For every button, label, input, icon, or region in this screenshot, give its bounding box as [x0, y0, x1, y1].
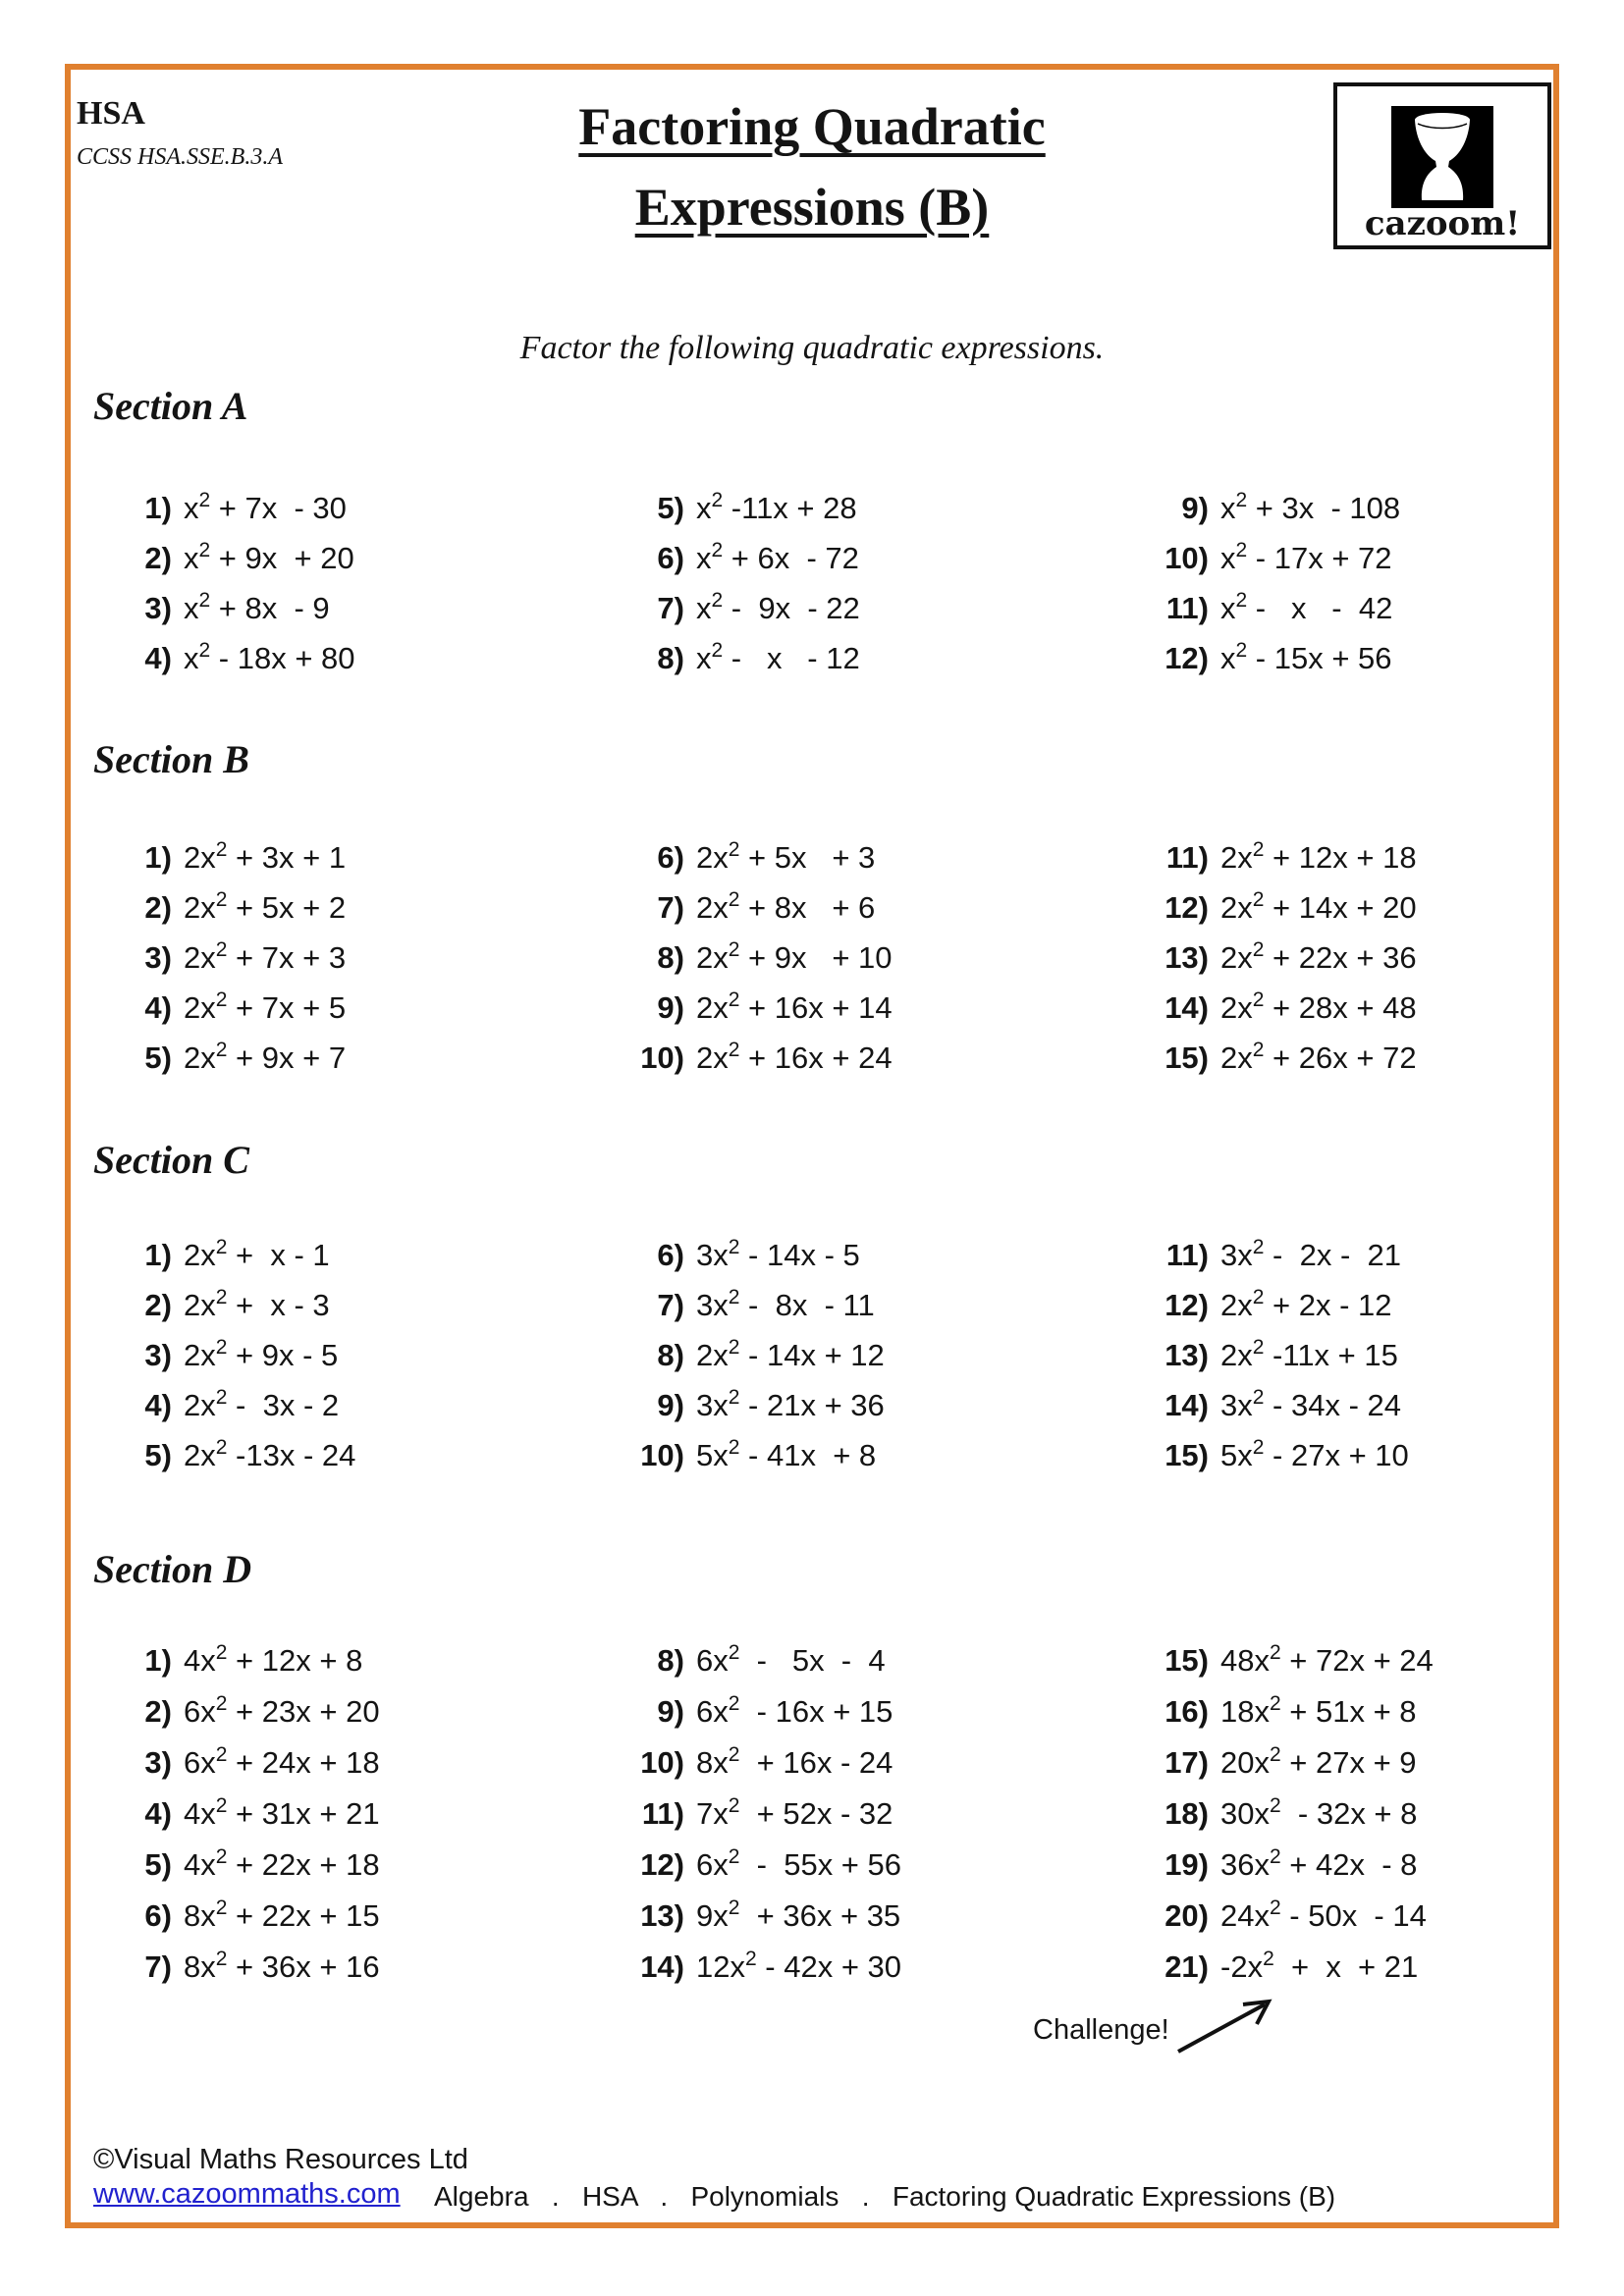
- problem-expression: $18x^2 + 51x + 8$: [1220, 1692, 1417, 1729]
- problem-number: 10): [1164, 540, 1209, 575]
- problem-number: 1): [144, 839, 172, 875]
- problem-b-15: [1125, 1033, 1417, 1083]
- problem-number: 1): [144, 1237, 172, 1272]
- ccss-standard-label: CCSS HSA.SSE.B.3.A: [77, 144, 283, 170]
- problem-number: 7): [657, 590, 684, 625]
- problem-number: 9): [1181, 490, 1209, 525]
- problem-expression: $x^2 - 9x - 22$: [696, 588, 860, 625]
- problem-a-3: [88, 583, 355, 633]
- problem-number: 4): [144, 1796, 172, 1831]
- problem-d-8: [601, 1635, 901, 1686]
- problem-expression: $x^2 + 8x - 9$: [184, 588, 330, 625]
- problem-number: 7): [657, 1287, 684, 1322]
- problem-expression: $x^2 + 7x - 30$: [184, 488, 347, 525]
- problem-number: 3): [144, 1337, 172, 1372]
- problem-expression: $2x^2 + 8x + 6$: [696, 887, 876, 925]
- problem-expression: $36x^2 + 42x - 8$: [1220, 1845, 1418, 1882]
- problem-expression: $2x^2 + 5x + 2$: [184, 887, 347, 925]
- problem-expression: $3x^2 - 14x - 5$: [696, 1235, 860, 1272]
- problem-number: 11): [1165, 1237, 1209, 1272]
- problem-expression: $7x^2 + 52x - 32$: [696, 1794, 893, 1831]
- problem-a-7: [601, 583, 860, 633]
- problem-number: 12): [1164, 889, 1209, 925]
- problem-number: 21): [1164, 1949, 1209, 1984]
- problem-number: 11): [641, 1796, 684, 1831]
- problem-expression: $2x^2 + 28x + 48$: [1220, 988, 1417, 1025]
- problem-c-12: [1125, 1280, 1409, 1330]
- problem-b-8: [601, 933, 893, 983]
- problem-number: 1): [144, 1643, 172, 1678]
- problem-d-4: [88, 1789, 380, 1840]
- problem-number: 11): [1165, 590, 1209, 625]
- problem-d-20: [1125, 1891, 1434, 1942]
- problem-expression: $2x^2 + 26x + 72$: [1220, 1038, 1417, 1075]
- problem-number: 1): [144, 490, 172, 525]
- problem-number: 5): [144, 1847, 172, 1882]
- problem-expression: $4x^2 + 12x + 8$: [184, 1641, 363, 1678]
- problem-c-4: [88, 1380, 355, 1430]
- problem-number: 5): [144, 1040, 172, 1075]
- section-d-column-3: [1125, 1635, 1434, 1993]
- problem-expression: $3x^2 - 34x - 24$: [1220, 1385, 1401, 1422]
- problem-number: 19): [1164, 1847, 1209, 1882]
- problem-expression: $x^2 + 9x + 20$: [184, 538, 354, 575]
- problem-d-6: [88, 1891, 380, 1942]
- challenge-label: Challenge!: [1033, 2014, 1169, 2046]
- problem-d-12: [601, 1840, 901, 1891]
- problem-expression: $2x^2 + 9x + 10$: [696, 937, 893, 975]
- problem-number: 20): [1164, 1898, 1209, 1933]
- problem-expression: $3x^2 - 2x - 21$: [1220, 1235, 1401, 1272]
- breadcrumb: Algebra . HSA . Polynomials . Factoring Quadratic Expressions (B): [434, 2181, 1336, 2212]
- problem-number: 10): [640, 1040, 684, 1075]
- problem-a-9: [1125, 483, 1400, 533]
- problem-expression: $20x^2 + 27x + 9$: [1220, 1743, 1417, 1780]
- section-b-heading: Section B: [93, 737, 249, 781]
- problem-number: 6): [144, 1898, 172, 1933]
- problem-b-14: [1125, 983, 1417, 1033]
- problem-c-15: [1125, 1430, 1409, 1480]
- problem-d-13: [601, 1891, 901, 1942]
- problem-number: 10): [640, 1437, 684, 1472]
- copyright-text: ©Visual Maths Resources Ltd: [93, 2144, 468, 2175]
- problem-number: 16): [1164, 1694, 1209, 1729]
- problem-b-12: [1125, 882, 1417, 933]
- problem-d-21: [1125, 1942, 1434, 1993]
- problem-b-5: [88, 1033, 346, 1083]
- problem-number: 4): [144, 640, 172, 675]
- problem-expression: $2x^2 + 2x - 12$: [1220, 1285, 1392, 1322]
- problem-d-7: [88, 1942, 380, 1993]
- problem-number: 15): [1164, 1040, 1209, 1075]
- section-b-column-2: [601, 832, 893, 1083]
- problem-b-10: [601, 1033, 893, 1083]
- problem-number: 4): [144, 1387, 172, 1422]
- section-d-heading: Section D: [93, 1547, 252, 1591]
- problem-expression: $2x^2 + 16x + 24$: [696, 1038, 893, 1075]
- problem-expression: $2x^2 + x - 1$: [184, 1235, 330, 1272]
- problem-d-2: [88, 1686, 380, 1737]
- problem-a-1: [88, 483, 355, 533]
- problem-expression: $x^2 - 17x + 72$: [1220, 538, 1392, 575]
- section-c-column-1: [88, 1230, 355, 1480]
- problem-c-13: [1125, 1330, 1409, 1380]
- cazoom-logo: [1333, 82, 1551, 249]
- problem-a-8: [601, 633, 860, 683]
- problem-number: 4): [144, 989, 172, 1025]
- problem-number: 10): [640, 1745, 684, 1780]
- problem-number: 7): [144, 1949, 172, 1984]
- problem-expression: $9x^2 + 36x + 35$: [696, 1896, 901, 1933]
- problem-expression: $2x^2 + 3x + 1$: [184, 837, 347, 875]
- problem-expression: $24x^2 - 50x - 14$: [1220, 1896, 1427, 1933]
- problem-expression: $8x^2 + 16x - 24$: [696, 1743, 893, 1780]
- section-a-heading: Section A: [93, 384, 248, 428]
- problem-c-7: [601, 1280, 885, 1330]
- problem-a-11: [1125, 583, 1400, 633]
- problem-number: 7): [657, 889, 684, 925]
- problem-expression: $6x^2 + 23x + 20$: [184, 1692, 380, 1729]
- cazoom-logo-text: cazoom!: [1364, 204, 1521, 243]
- problem-number: 2): [144, 540, 172, 575]
- problem-expression: $2x^2 + 5x + 3$: [696, 837, 876, 875]
- problem-b-4: [88, 983, 346, 1033]
- problem-expression: $6x^2 - 5x - 4$: [696, 1641, 886, 1678]
- problem-number: 2): [144, 1694, 172, 1729]
- problem-number: 15): [1164, 1437, 1209, 1472]
- problem-expression: $2x^2 - 3x - 2$: [184, 1385, 340, 1422]
- problem-b-1: [88, 832, 346, 882]
- section-a-column-1: [88, 483, 355, 683]
- problem-expression: $4x^2 + 31x + 21$: [184, 1794, 380, 1831]
- problem-expression: $2x^2 + x - 3$: [184, 1285, 330, 1322]
- problem-expression: $2x^2 + 14x + 20$: [1220, 887, 1417, 925]
- problem-a-12: [1125, 633, 1400, 683]
- section-c-column-3: [1125, 1230, 1409, 1480]
- problem-number: 17): [1164, 1745, 1209, 1780]
- problem-number: 13): [1164, 939, 1209, 975]
- problem-number: 9): [657, 989, 684, 1025]
- problem-expression: $2x^2 - 14x + 12$: [696, 1335, 885, 1372]
- problem-number: 6): [657, 540, 684, 575]
- problem-c-10: [601, 1430, 885, 1480]
- problem-a-10: [1125, 533, 1400, 583]
- problem-expression: $x^2$ -11x + 28: [696, 488, 857, 525]
- problem-c-8: [601, 1330, 885, 1380]
- problem-expression: $6x^2 + 24x + 18$: [184, 1743, 380, 1780]
- djembe-drum-icon: [1391, 106, 1493, 208]
- problem-number: 8): [657, 640, 684, 675]
- problem-expression: $30x^2 - 32x + 8$: [1220, 1794, 1418, 1831]
- section-a-column-3: [1125, 483, 1400, 683]
- problem-number: 12): [1164, 1287, 1209, 1322]
- problem-expression: $3x^2 - 21x + 36$: [696, 1385, 885, 1422]
- problem-d-3: [88, 1737, 380, 1789]
- problem-number: 6): [657, 1237, 684, 1272]
- problem-c-5: [88, 1430, 355, 1480]
- problem-expression: $5x^2 - 41x + 8$: [696, 1435, 877, 1472]
- problem-number: 8): [657, 1643, 684, 1678]
- section-d-column-1: [88, 1635, 380, 1993]
- problem-d-10: [601, 1737, 901, 1789]
- problem-number: 14): [1164, 1387, 1209, 1422]
- problem-expression: $x^2 - 18x + 80$: [184, 638, 355, 675]
- problem-number: 9): [657, 1694, 684, 1729]
- problem-b-6: [601, 832, 893, 882]
- problem-a-5: [601, 483, 860, 533]
- problem-expression: $x^2 - 15x + 56$: [1220, 638, 1392, 675]
- problem-number: 12): [640, 1847, 684, 1882]
- section-c-column-2: [601, 1230, 885, 1480]
- problem-c-6: [601, 1230, 885, 1280]
- problem-number: 3): [144, 590, 172, 625]
- problem-c-1: [88, 1230, 355, 1280]
- problem-number: 3): [144, 1745, 172, 1780]
- problem-c-2: [88, 1280, 355, 1330]
- problem-b-2: [88, 882, 346, 933]
- problem-expression: $4x^2 + 22x + 18$: [184, 1845, 380, 1882]
- problem-d-16: [1125, 1686, 1434, 1737]
- problem-number: 2): [144, 889, 172, 925]
- problem-expression: $48x^2 + 72x + 24$: [1220, 1641, 1434, 1678]
- problem-b-7: [601, 882, 893, 933]
- problem-a-4: [88, 633, 355, 683]
- problem-b-13: [1125, 933, 1417, 983]
- problem-expression: $6x^2 - 55x + 56$: [696, 1845, 902, 1882]
- problem-expression: $x^2$ - x - 42: [1220, 588, 1393, 625]
- problem-expression: $2x^2 + 9x - 5$: [184, 1335, 339, 1372]
- problem-d-15: [1125, 1635, 1434, 1686]
- problem-number: 13): [640, 1898, 684, 1933]
- problem-b-11: [1125, 832, 1417, 882]
- problem-number: 18): [1164, 1796, 1209, 1831]
- problem-expression: $x^2$ - x - 12: [696, 638, 860, 675]
- problem-expression: $8x^2 + 22x + 15$: [184, 1896, 380, 1933]
- problem-d-5: [88, 1840, 380, 1891]
- problem-number: 6): [657, 839, 684, 875]
- worksheet-title-line1: Factoring Quadratic: [578, 97, 1046, 156]
- problem-d-1: [88, 1635, 380, 1686]
- problem-b-3: [88, 933, 346, 983]
- problem-expression: $x^2 + 3x - 108$: [1220, 488, 1401, 525]
- problem-number: 11): [1165, 839, 1209, 875]
- problem-expression: $2x^2 + 16x + 14$: [696, 988, 893, 1025]
- problem-number: 12): [1164, 640, 1209, 675]
- arrow-up-right-icon: [1174, 1989, 1282, 2064]
- section-a-column-2: [601, 483, 860, 683]
- problem-b-9: [601, 983, 893, 1033]
- problem-d-18: [1125, 1789, 1434, 1840]
- problem-number: 9): [657, 1387, 684, 1422]
- problem-number: 14): [1164, 989, 1209, 1025]
- problem-d-17: [1125, 1737, 1434, 1789]
- problem-expression: $2x^2 + 12x + 18$: [1220, 837, 1417, 875]
- problem-c-14: [1125, 1380, 1409, 1430]
- problem-expression: $-2x^2 + x + 21$: [1220, 1948, 1419, 1984]
- problem-expression: $2x^2 + 9x + 7$: [184, 1038, 347, 1075]
- problem-number: 5): [144, 1437, 172, 1472]
- problem-number: 5): [657, 490, 684, 525]
- website-link[interactable]: www.cazoommaths.com: [93, 2178, 401, 2210]
- problem-number: 13): [1164, 1337, 1209, 1372]
- problem-expression: $2x^2$ -13x - 24: [184, 1435, 356, 1472]
- problem-number: 14): [640, 1949, 684, 1984]
- section-b-column-3: [1125, 832, 1417, 1083]
- section-d-column-2: [601, 1635, 901, 1993]
- worksheet-title-line2: Expressions (B): [634, 178, 990, 237]
- problem-d-9: [601, 1686, 901, 1737]
- problem-number: 8): [657, 939, 684, 975]
- instruction-text: Factor the following quadratic expressions.: [519, 330, 1105, 366]
- problem-c-9: [601, 1380, 885, 1430]
- problem-c-3: [88, 1330, 355, 1380]
- problem-a-2: [88, 533, 355, 583]
- problem-a-6: [601, 533, 860, 583]
- problem-number: 3): [144, 939, 172, 975]
- problem-number: 8): [657, 1337, 684, 1372]
- problem-expression: $8x^2 + 36x + 16$: [184, 1948, 380, 1984]
- problem-number: 2): [144, 1287, 172, 1322]
- problem-expression: $2x^2 + 7x + 5$: [184, 988, 347, 1025]
- problem-expression: $6x^2 - 16x + 15$: [696, 1692, 893, 1729]
- problem-c-11: [1125, 1230, 1409, 1280]
- section-b-column-1: [88, 832, 346, 1083]
- problem-expression: $2x^2 + 7x + 3$: [184, 937, 347, 975]
- problem-d-14: [601, 1942, 901, 1993]
- problem-number: 15): [1164, 1643, 1209, 1678]
- problem-expression: $x^2 + 6x - 72$: [696, 538, 859, 575]
- problem-expression: $2x^2$ -11x + 15: [1220, 1335, 1398, 1372]
- section-c-heading: Section C: [93, 1138, 249, 1182]
- problem-expression: $12x^2 - 42x + 30$: [696, 1948, 902, 1984]
- problem-expression: $2x^2 + 22x + 36$: [1220, 937, 1417, 975]
- course-label: HSA: [77, 95, 145, 132]
- problem-expression: $5x^2 - 27x + 10$: [1220, 1435, 1409, 1472]
- problem-expression: $3x^2 - 8x - 11$: [696, 1285, 875, 1322]
- problem-d-19: [1125, 1840, 1434, 1891]
- problem-d-11: [601, 1789, 901, 1840]
